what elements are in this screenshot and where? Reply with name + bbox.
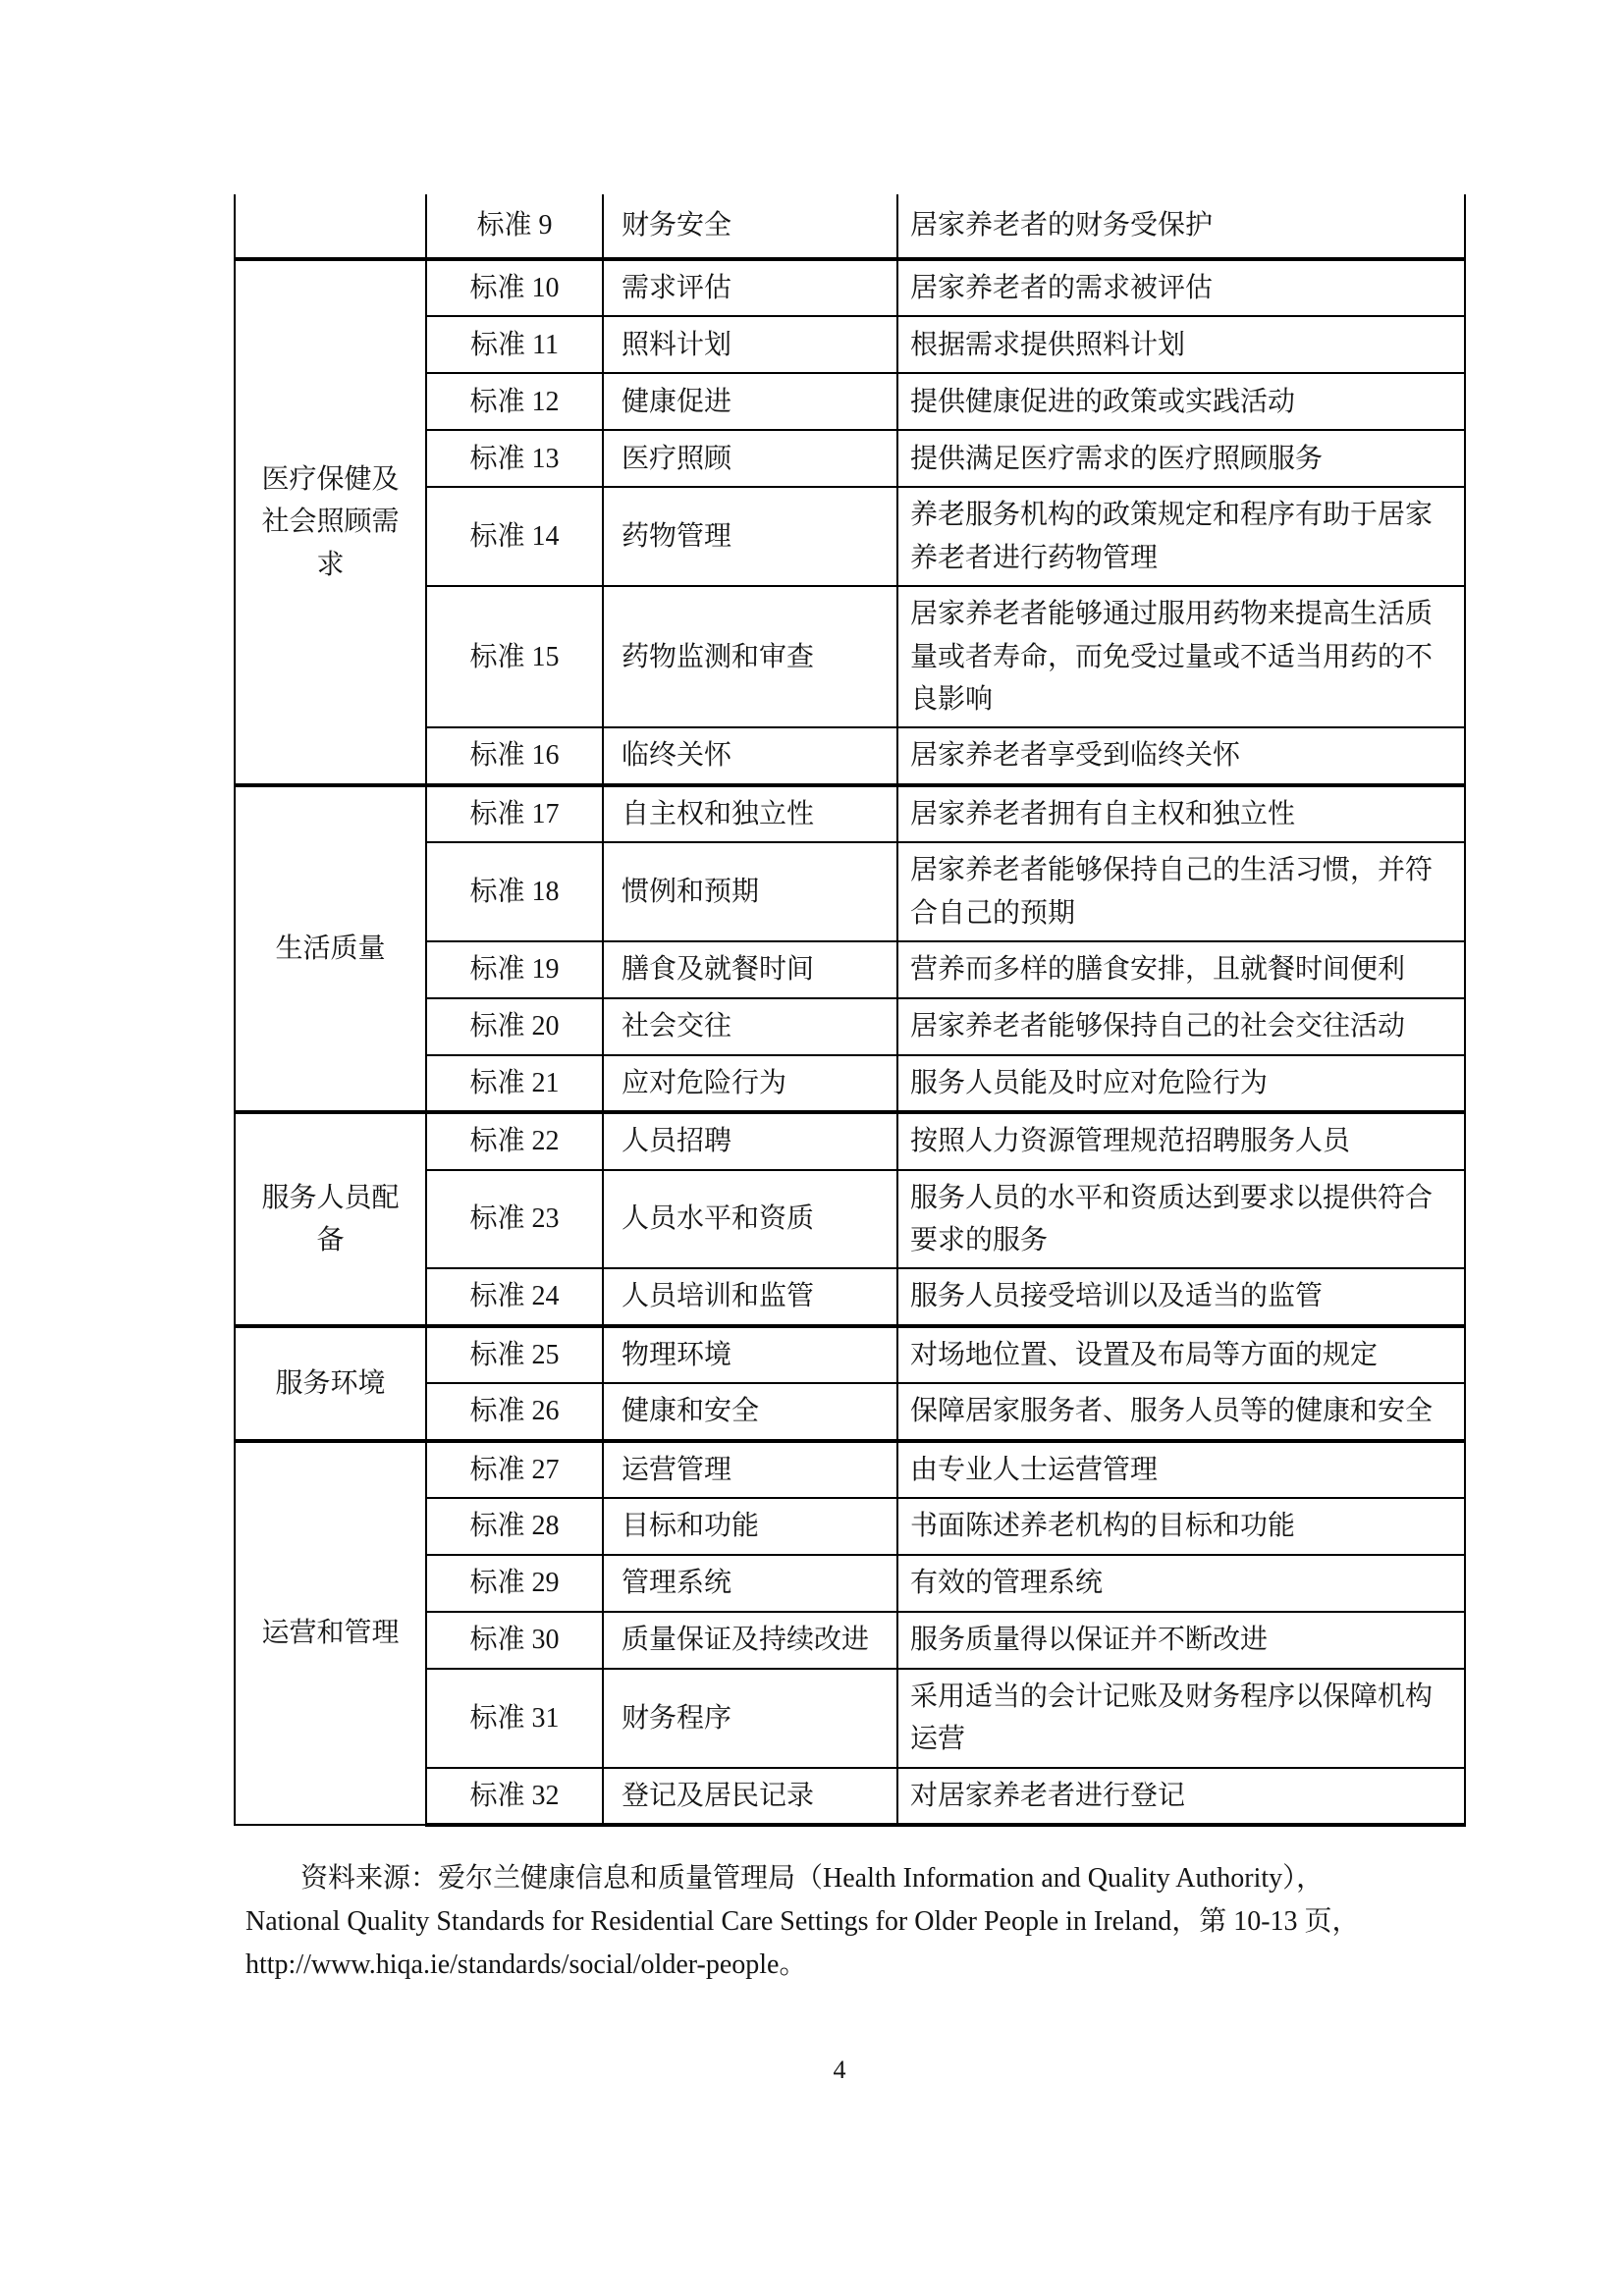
standard-description-cell: 服务人员的水平和资质达到要求以提供符合要求的服务 <box>897 1170 1465 1269</box>
standard-number-cell: 标准 31 <box>426 1669 603 1768</box>
standard-number-cell: 标准 13 <box>426 430 603 487</box>
standard-name-cell: 膳食及就餐时间 <box>603 941 897 998</box>
standard-description-cell: 居家养老者的财务受保护 <box>897 194 1465 259</box>
standard-description-cell: 采用适当的会计记账及财务程序以保障机构运营 <box>897 1669 1465 1768</box>
standard-number-cell: 标准 15 <box>426 586 603 727</box>
standard-number-cell: 标准 22 <box>426 1112 603 1169</box>
standard-description-cell: 居家养老者能够通过服用药物来提高生活质量或者寿命，而免受过量或不适当用药的不良影响 <box>897 586 1465 727</box>
standard-number-cell: 标准 30 <box>426 1612 603 1669</box>
standard-number-cell: 标准 21 <box>426 1055 603 1112</box>
category-cell: 生活质量 <box>235 785 426 1113</box>
standard-number-cell: 标准 14 <box>426 487 603 586</box>
standards-table <box>234 194 1466 1827</box>
standard-number-cell: 标准 29 <box>426 1555 603 1612</box>
standard-name-cell: 药物监测和审查 <box>603 586 897 727</box>
category-cell: 服务人员配备 <box>235 1112 426 1326</box>
category-cell: 服务环境 <box>235 1326 426 1441</box>
source-note <box>245 1857 1483 1987</box>
standard-name-cell: 应对危险行为 <box>603 1055 897 1112</box>
standard-name-cell: 惯例和预期 <box>603 842 897 941</box>
table-row <box>235 1326 1465 1383</box>
standard-name-cell: 物理环境 <box>603 1326 897 1383</box>
standard-description-cell: 对居家养老者进行登记 <box>897 1768 1465 1825</box>
standard-number-cell: 标准 16 <box>426 727 603 784</box>
standard-description-cell: 营养而多样的膳食安排，且就餐时间便利 <box>897 941 1465 998</box>
standard-name-cell: 财务安全 <box>603 194 897 259</box>
standard-name-cell: 人员培训和监管 <box>603 1268 897 1325</box>
standard-name-cell: 自主权和独立性 <box>603 785 897 842</box>
standard-number-cell: 标准 17 <box>426 785 603 842</box>
standard-description-cell: 由专业人士运营管理 <box>897 1441 1465 1498</box>
standard-name-cell: 需求评估 <box>603 259 897 316</box>
standard-name-cell: 社会交往 <box>603 998 897 1055</box>
standard-name-cell: 医疗照顾 <box>603 430 897 487</box>
standard-name-cell: 质量保证及持续改进 <box>603 1612 897 1669</box>
table-row <box>235 1112 1465 1169</box>
standard-description-cell: 养老服务机构的政策规定和程序有助于居家养老者进行药物管理 <box>897 487 1465 586</box>
standard-number-cell: 标准 19 <box>426 941 603 998</box>
standard-name-cell: 照料计划 <box>603 316 897 373</box>
standard-name-cell: 目标和功能 <box>603 1498 897 1555</box>
standard-number-cell: 标准 27 <box>426 1441 603 1498</box>
standard-description-cell: 根据需求提供照料计划 <box>897 316 1465 373</box>
page-number: 4 <box>833 2056 846 2084</box>
category-cell: 医疗保健及社会照顾需求 <box>235 259 426 785</box>
standard-number-cell: 标准 23 <box>426 1170 603 1269</box>
standard-name-cell: 健康促进 <box>603 373 897 430</box>
standard-name-cell: 健康和安全 <box>603 1383 897 1440</box>
standard-number-cell: 标准 10 <box>426 259 603 316</box>
category-cell <box>235 194 426 259</box>
standard-description-cell: 居家养老者能够保持自己的社会交往活动 <box>897 998 1465 1055</box>
table-row <box>235 194 1465 259</box>
source-note-line-3: http://www.hiqa.ie/standards/social/older-people。 <box>245 1949 807 1980</box>
standard-description-cell: 服务质量得以保证并不断改进 <box>897 1612 1465 1669</box>
standard-description-cell: 书面陈述养老机构的目标和功能 <box>897 1498 1465 1555</box>
standard-description-cell: 提供满足医疗需求的医疗照顾服务 <box>897 430 1465 487</box>
standard-name-cell: 管理系统 <box>603 1555 897 1612</box>
standard-number-cell: 标准 18 <box>426 842 603 941</box>
standard-number-cell: 标准 26 <box>426 1383 603 1440</box>
standard-name-cell: 登记及居民记录 <box>603 1768 897 1825</box>
standard-number-cell: 标准 28 <box>426 1498 603 1555</box>
standard-description-cell: 服务人员接受培训以及适当的监管 <box>897 1268 1465 1325</box>
standard-number-cell: 标准 12 <box>426 373 603 430</box>
standard-description-cell: 居家养老者的需求被评估 <box>897 259 1465 316</box>
standard-name-cell: 药物管理 <box>603 487 897 586</box>
standard-name-cell: 财务程序 <box>603 1669 897 1768</box>
category-cell: 运营和管理 <box>235 1441 426 1826</box>
standard-name-cell: 人员招聘 <box>603 1112 897 1169</box>
standard-name-cell: 人员水平和资质 <box>603 1170 897 1269</box>
standard-description-cell: 对场地位置、设置及布局等方面的规定 <box>897 1326 1465 1383</box>
source-note-line-1: 资料来源：爱尔兰健康信息和质量管理局（Health Information and Quality Authority）， <box>300 1863 1325 1894</box>
table-row <box>235 1441 1465 1498</box>
standard-description-cell: 提供健康促进的政策或实践活动 <box>897 373 1465 430</box>
standard-number-cell: 标准 9 <box>426 194 603 259</box>
standard-description-cell: 居家养老者拥有自主权和独立性 <box>897 785 1465 842</box>
standard-description-cell: 按照人力资源管理规范招聘服务人员 <box>897 1112 1465 1169</box>
standard-description-cell: 有效的管理系统 <box>897 1555 1465 1612</box>
standard-number-cell: 标准 25 <box>426 1326 603 1383</box>
standard-name-cell: 临终关怀 <box>603 727 897 784</box>
standard-number-cell: 标准 24 <box>426 1268 603 1325</box>
source-note-line-2: National Quality Standards for Residential Care Settings for Older People in Ireland，第 10-13 页， <box>245 1906 1360 1937</box>
table-row <box>235 259 1465 316</box>
standard-description-cell: 居家养老者享受到临终关怀 <box>897 727 1465 784</box>
standard-number-cell: 标准 32 <box>426 1768 603 1825</box>
standard-number-cell: 标准 11 <box>426 316 603 373</box>
standard-name-cell: 运营管理 <box>603 1441 897 1498</box>
standard-description-cell: 保障居家服务者、服务人员等的健康和安全 <box>897 1383 1465 1440</box>
table-row <box>235 785 1465 842</box>
standard-description-cell: 服务人员能及时应对危险行为 <box>897 1055 1465 1112</box>
standard-number-cell: 标准 20 <box>426 998 603 1055</box>
standard-description-cell: 居家养老者能够保持自己的生活习惯，并符合自己的预期 <box>897 842 1465 941</box>
